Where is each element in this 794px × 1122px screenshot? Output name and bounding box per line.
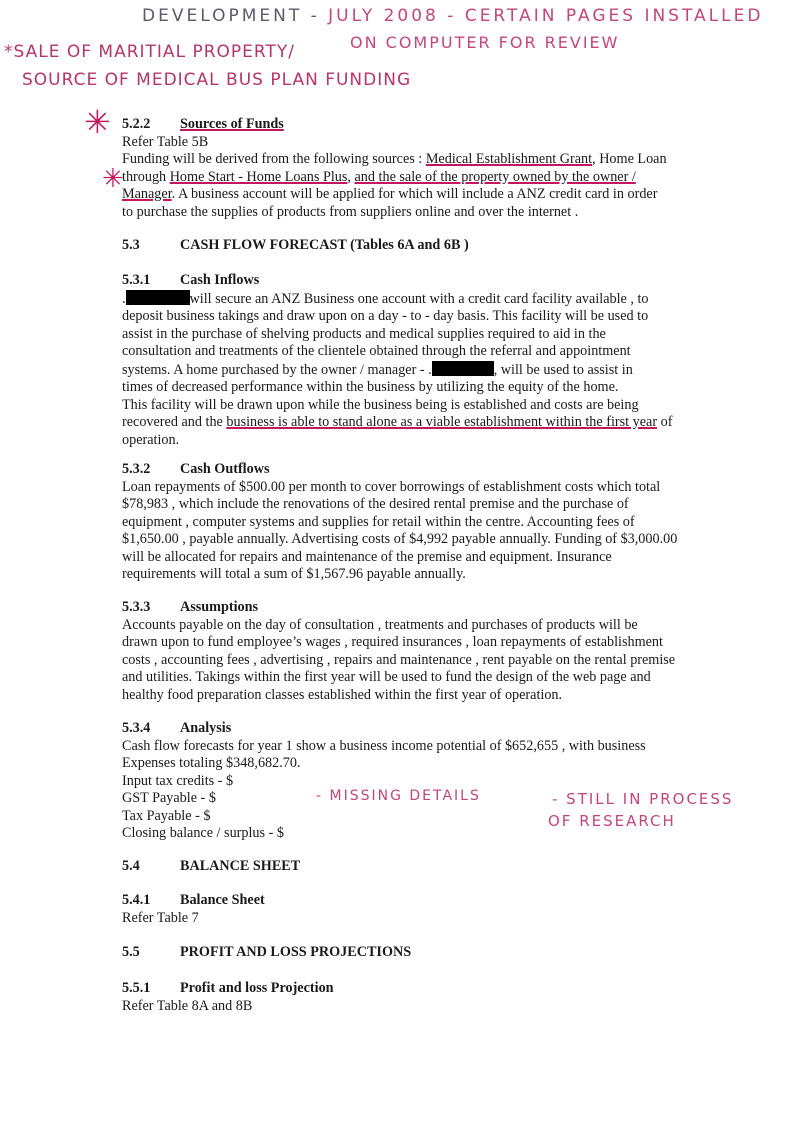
paragraph-line: consultation and treatments of the clientele obtained through the referral and appointment <box>122 343 631 359</box>
section-heading: 5.3.4 Analysis <box>122 720 232 736</box>
paragraph-line: deposit business takings and draw upon on a day - to - day basis. This facility will be used to <box>122 308 649 324</box>
table-reference: Refer Table 8A and 8B <box>122 997 253 1014</box>
paragraph-line: equipment , computer systems and supplies for retail within the centre. Accounting fees of <box>122 513 635 530</box>
handwritten-note-funding-source: SOURCE OF MEDICAL BUS PLAN FUNDING <box>22 70 412 90</box>
redacted-name <box>432 361 494 376</box>
handwritten-note-review: ON COMPUTER FOR REVIEW <box>350 33 620 52</box>
tax-line: GST Payable - $ <box>122 790 216 806</box>
paragraph-line: times of decreased performance within the business by utilizing the equity of the home. <box>122 379 619 395</box>
paragraph-line: and utilities. Takings within the first year will be used to fund the design of the web page and <box>122 669 651 685</box>
paragraph-line: through Home Start - Home Loans Plus, and the sale of the property owned by the owner / <box>122 168 636 185</box>
section-5-4 <box>122 858 722 876</box>
section-heading: 5.4.1 Balance Sheet <box>122 892 265 908</box>
paragraph-line: will be allocated for repairs and maintenance of the premise and equipment. Insurance <box>122 548 612 565</box>
paragraph-line: Funding will be derived from the following sources : Medical Establishment Grant, Home Loan <box>122 151 667 167</box>
paragraph-line: Loan repayments of $500.00 per month to cover borrowings of establishment costs which total <box>122 478 661 495</box>
handwritten-note-development: DEVELOPMENT - JULY 2008 - CERTAIN PAGES INSTALLED <box>142 6 764 26</box>
section-5-3-4 <box>122 720 722 843</box>
section-5-3 <box>122 237 722 255</box>
handwritten-note-research: OF RESEARCH <box>548 812 676 830</box>
paragraph-line: $1,650.00 , payable annually. Advertising costs of $4,992 payable annually. Funding of $3,000.00 <box>122 531 678 547</box>
paragraph-line: Cash flow forecasts for year 1 show a business income potential of $652,655 , with business <box>122 737 646 754</box>
section-heading: 5.5 PROFIT AND LOSS PROJECTIONS <box>122 944 412 960</box>
section-5-2-2 <box>122 116 722 221</box>
section-5-3-2 <box>122 461 722 584</box>
section-heading: 5.3.3 Assumptions <box>122 599 259 615</box>
section-heading: 5.3.2 Cash Outflows <box>122 461 270 477</box>
paragraph-line: Manager. A business account will be applied for which will include a ANZ credit card in order <box>122 186 658 202</box>
handwritten-note-marital-property: *SALE OF MARITIAL PROPERTY/ <box>4 42 295 62</box>
handwritten-note-missing-details: - MISSING DETAILS <box>316 788 481 804</box>
paragraph-line: healthy food preparation classes established within the first year of operation. <box>122 686 563 703</box>
section-heading: 5.3.1 Cash Inflows <box>122 272 260 288</box>
section-5-3-3 <box>122 599 722 704</box>
redacted-name <box>126 290 190 305</box>
asterisk-mark-icon: ✳ <box>102 164 124 194</box>
paragraph-line: Expenses totaling $348,682.70. <box>122 755 301 771</box>
paragraph-line: drawn upon to fund employee’s wages , required insurances , loan repayments of establishment <box>122 634 663 650</box>
paragraph-line: assist in the purchase of shelving products and medical supplies required to aid in the <box>122 325 606 342</box>
section-heading: 5.5.1 Profit and loss Projection <box>122 980 334 996</box>
paragraph-line: recovered and the business is able to stand alone as a viable establishment within the first year of <box>122 414 673 430</box>
handwritten-note-in-process: - STILL IN PROCESS <box>552 790 734 808</box>
section-heading: 5.2.2 Sources of Funds <box>122 116 284 132</box>
paragraph-line: to purchase the supplies of products from suppliers online and over the internet . <box>122 203 579 220</box>
paragraph-line: $78,983 , which include the renovations of the desired rental premise and the purchase of <box>122 496 629 512</box>
tax-line: Closing balance / surplus - $ <box>122 825 284 841</box>
paragraph-line: This facility will be drawn upon while the business being is established and costs are being <box>122 396 639 413</box>
paragraph-line: Accounts payable on the day of consultation , treatments and purchases of products will be <box>122 616 638 633</box>
section-heading: 5.4 BALANCE SHEET <box>122 858 301 874</box>
tax-line: Input tax credits - $ <box>122 772 234 789</box>
section-5-4-1 <box>122 892 722 927</box>
asterisk-mark-icon: ✳ <box>84 103 111 141</box>
tax-line: Tax Payable - $ <box>122 807 211 824</box>
table-reference: Refer Table 7 <box>122 909 199 926</box>
paragraph-line: operation. <box>122 431 180 448</box>
paragraph-line: systems. A home purchased by the owner / manager - . , will be used to assist in <box>122 361 633 378</box>
section-5-5 <box>122 944 722 962</box>
section-heading: 5.3 CASH FLOW FORECAST (Tables 6A and 6B ) <box>122 237 469 253</box>
paragraph-line: . will secure an ANZ Business one account with a credit card facility available , to <box>122 290 649 307</box>
table-reference: Refer Table 5B <box>122 133 209 150</box>
section-5-3-1 <box>122 272 722 449</box>
paragraph-line: costs , accounting fees , advertising , repairs and maintenance , rent payable on the rental premise <box>122 651 676 668</box>
section-5-5-1 <box>122 980 722 1015</box>
paragraph-line: requirements will total a sum of $1,567.96 payable annually. <box>122 566 466 582</box>
